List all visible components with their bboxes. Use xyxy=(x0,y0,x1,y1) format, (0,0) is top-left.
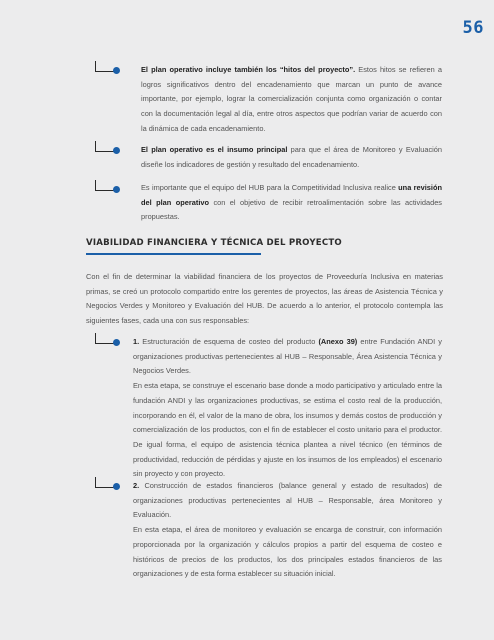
phase-item xyxy=(133,479,442,582)
bullet-bold: una revisión del plan operativo xyxy=(141,183,442,207)
bullet-text: Es importante que el equipo del HUB para la Competitividad Inclusiva realice xyxy=(141,183,399,192)
phase-number: 2. xyxy=(133,481,140,490)
bullet-text: con el objetivo de recibir retroalimentación sobre las actividades propuestas. xyxy=(141,197,442,222)
section-underline xyxy=(86,253,261,255)
phase-heading: Estructuración de esquema de costeo del producto xyxy=(139,337,319,346)
bullet-item xyxy=(141,63,442,137)
phase-heading: Construcción de estados financieros (balance general y estado de resultados) de organizaciones productivas pertenecientes al HUB – Responsable, área Monitoreo y Evaluación. xyxy=(133,481,442,520)
bullet-item xyxy=(141,143,442,172)
phase-body: En esta etapa, se construye el escenario base donde a modo participativo y articulado entre la fundación ANDI y las organizaciones productivas, se estima el costo real de la producción, incorporando en él, el valor de la mano de obra, los insumos y demás costos de producción y comercialización de los productos, con el fin de establecer el costo unitario para el productor. De igual forma, el equipo de asistencia técnica plantea a nivel técnico (en términos de productividad, reducción de pérdidas y ajuste en los insumos de los empleados) el escenario sin proyecto y con proyecto. xyxy=(133,381,442,479)
section-title: VIABILIDAD FINANCIERA Y TÉCNICA DEL PROYECTO xyxy=(86,238,342,248)
bullet-bold: El plan operativo es el insumo principal xyxy=(141,145,288,154)
bullet-item xyxy=(141,181,442,225)
phase-item xyxy=(133,335,442,482)
phase-dot xyxy=(113,483,120,490)
bullet-text: Estos hitos se refieren a logros significativos dentro del encadenamiento que marcan un punto de avance importante, por ejemplo, lograr la comercialización conjunta como organización o contar con la documentación legal al día, entre otros aspectos que podrían variar de acuerdo con la dinámica de cada encadenamiento. xyxy=(141,65,442,133)
intro-paragraph: Con el fin de determinar la viabilidad financiera de los proyectos de Proveeduría Inclusiva en materias primas, se creó un protocolo compartido entre los gerentes de proyectos, las áreas de Asistencia Técnica y Negocios Verdes y Monitoreo y Evaluación del HUB. De acuerdo a lo anterior, el protocolo contempla las siguientes fases, cada una con sus responsables: xyxy=(86,272,443,326)
page-number: 56 xyxy=(462,18,484,38)
bullet-text: para que el área de Monitoreo y Evaluación diseñe los indicadores de gestión y resultado del encadenamiento. xyxy=(141,145,442,169)
phase-body: En esta etapa, el área de monitoreo y evaluación se encarga de construir, con información proporcionada por la organización y cálculos propios a partir del esquema de costeo e históricos de precios de los productos, los dos principales estados financieros de las organizaciones y de esta forma establecer su situación inicial. xyxy=(133,525,442,579)
bullet-dot xyxy=(113,67,120,74)
phase-dot xyxy=(113,339,120,346)
bullet-dot xyxy=(113,147,120,154)
phase-heading-rest: entre Fundación ANDI y organizaciones productivas pertenecientes al HUB – Responsable, Área Asistencia Técnica y Negocios Verdes. xyxy=(133,337,442,376)
annex-reference: (Anexo 39) xyxy=(318,337,358,346)
bullet-bold: El plan operativo incluye también los “hitos del proyecto”. xyxy=(141,65,356,74)
bullet-dot xyxy=(113,186,120,193)
phase-number: 1. xyxy=(133,337,140,346)
